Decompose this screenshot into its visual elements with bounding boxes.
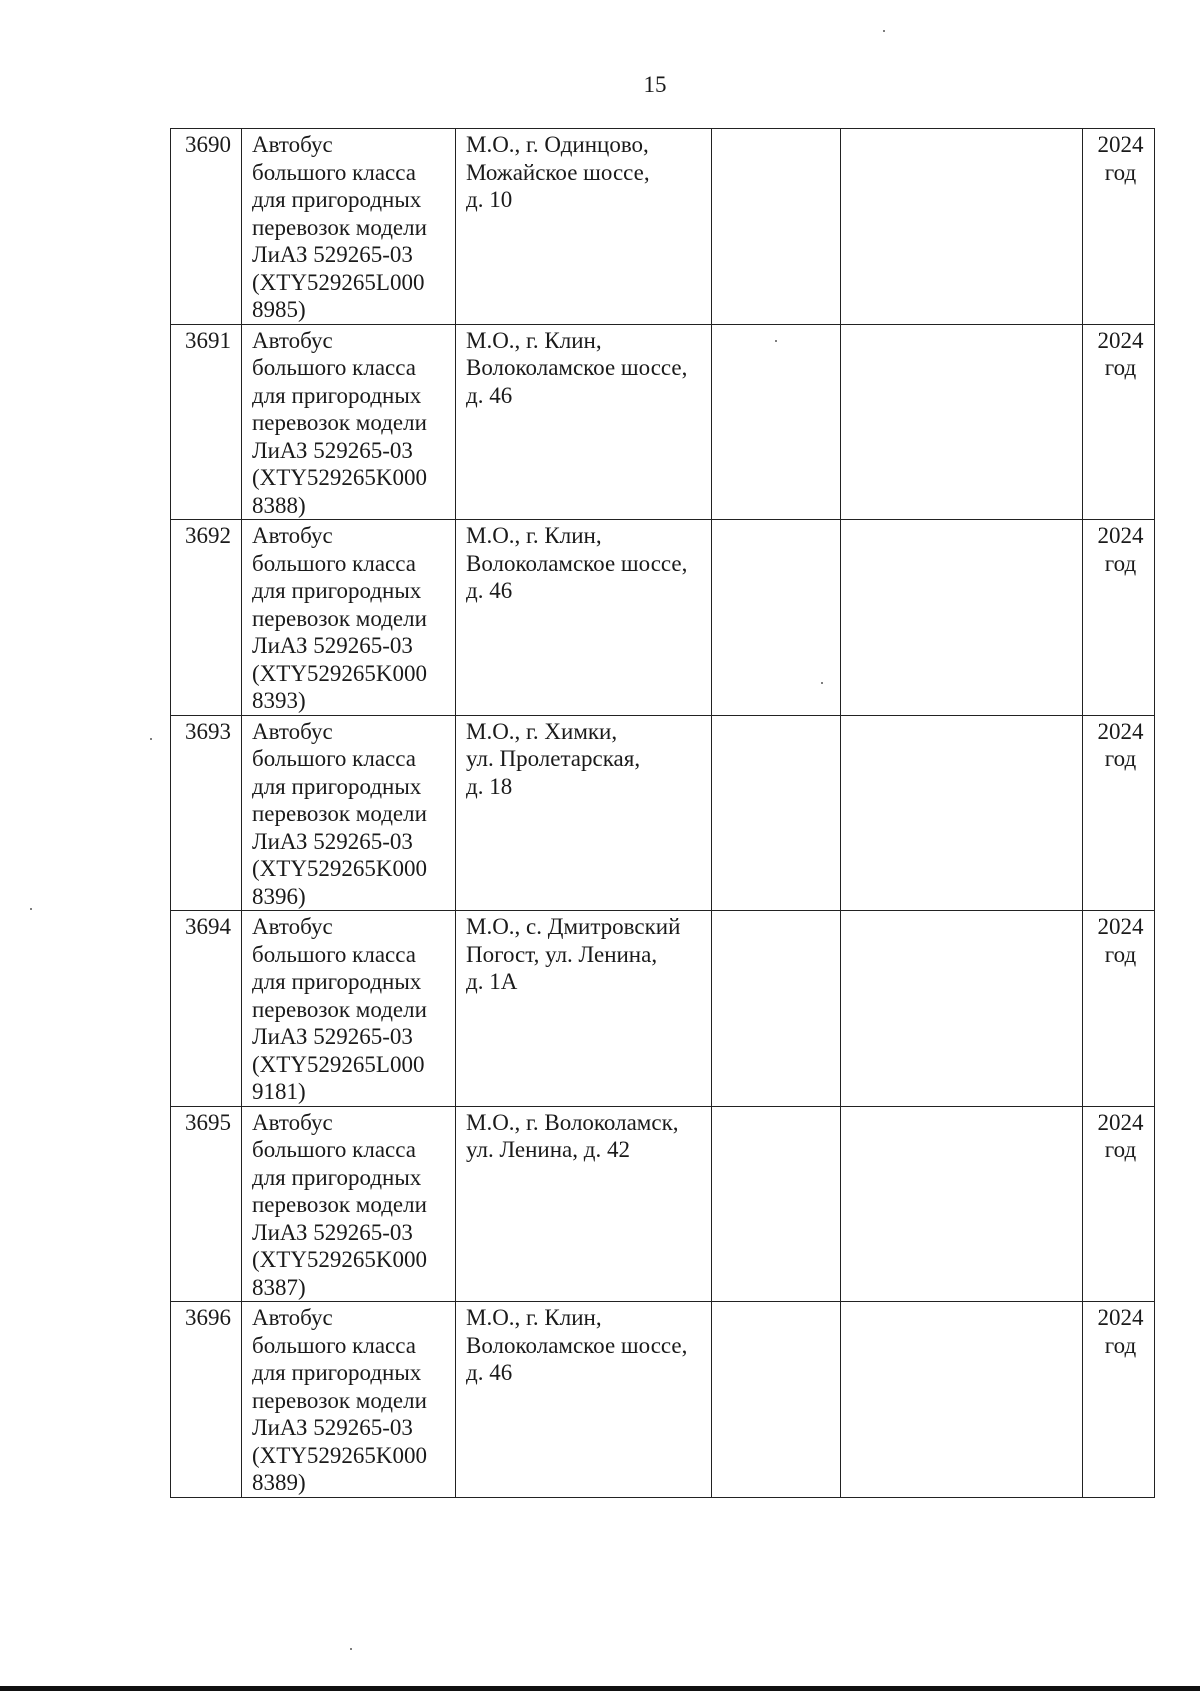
empty-cell-5 — [841, 129, 1083, 325]
year-line: 2024 — [1097, 914, 1144, 939]
row-number: 3695 — [171, 1106, 242, 1302]
vehicle-line: 8389) — [252, 1470, 306, 1495]
vehicle-line: перевозок модели — [252, 1387, 427, 1413]
address — [456, 1106, 712, 1302]
vehicle-line: Автобус — [252, 1109, 333, 1135]
empty-cell-5 — [841, 520, 1083, 716]
vehicle-description — [242, 1302, 456, 1498]
address-line: д. 18 — [466, 773, 513, 799]
row-number: 3696 — [171, 1302, 242, 1498]
year-line: год — [1104, 1137, 1137, 1162]
year-line: год — [1104, 355, 1137, 380]
empty-cell-4 — [712, 1302, 841, 1498]
vehicle-line: 8393) — [252, 688, 306, 713]
address-line: М.О., г. Клин, — [466, 1305, 602, 1330]
year — [1083, 324, 1155, 520]
table-row — [171, 911, 1155, 1107]
year-line: год — [1104, 941, 1137, 967]
vehicle-line: перевозок модели — [252, 214, 427, 240]
vehicle-line: Автобус — [252, 132, 333, 157]
vehicle-line: (XTY529265L000 — [252, 1051, 425, 1077]
year-line: 2024 — [1097, 327, 1144, 353]
vehicle-description — [242, 324, 456, 520]
table-body — [171, 129, 1155, 1498]
address-line: ул. Пролетарская, — [466, 746, 641, 771]
vehicle-line: Автобус — [252, 327, 333, 353]
vehicle-line: Автобус — [252, 914, 333, 939]
scan-speck — [30, 908, 32, 910]
empty-cell-5 — [841, 1302, 1083, 1498]
address-line: Можайское шоссе, — [466, 159, 650, 185]
vehicle-line: ЛиАЗ 529265-03 — [252, 633, 413, 658]
vehicle-line: ЛиАЗ 529265-03 — [252, 828, 413, 854]
vehicle-line: ЛиАЗ 529265-03 — [252, 1219, 413, 1245]
address-line: Погост, ул. Ленина, — [466, 941, 658, 967]
vehicle-line: для пригородных — [252, 1164, 422, 1190]
address-line: д. 46 — [466, 578, 513, 603]
vehicle-line: ЛиАЗ 529265-03 — [252, 1024, 413, 1049]
address — [456, 520, 712, 716]
table-row — [171, 1302, 1155, 1498]
row-number: 3691 — [171, 324, 242, 520]
table-row — [171, 520, 1155, 716]
scan-speck — [883, 30, 885, 32]
vehicle-line: для пригородных — [252, 1360, 422, 1385]
empty-cell-5 — [841, 911, 1083, 1107]
year — [1083, 911, 1155, 1107]
vehicle-line: 8396) — [252, 883, 306, 909]
vehicle-line: большого класса — [252, 550, 416, 576]
vehicle-description — [242, 129, 456, 325]
empty-cell-5 — [841, 1106, 1083, 1302]
vehicle-line: ЛиАЗ 529265-03 — [252, 437, 413, 463]
table-row — [171, 129, 1155, 325]
address — [456, 715, 712, 911]
vehicle-line: большого класса — [252, 941, 416, 967]
scan-speck — [350, 1648, 352, 1650]
address-line: д. 46 — [466, 382, 513, 408]
row-number: 3693 — [171, 715, 242, 911]
year-line: 2024 — [1097, 1109, 1144, 1135]
vehicle-line: Автобус — [252, 1305, 333, 1330]
scan-edge-bar — [0, 1686, 1200, 1691]
table-row — [171, 715, 1155, 911]
vehicle-line: ЛиАЗ 529265-03 — [252, 1415, 413, 1440]
vehicle-line: перевозок модели — [252, 1192, 427, 1217]
year — [1083, 715, 1155, 911]
address-line: Волоколамское шоссе, — [466, 1332, 688, 1358]
registry-table — [170, 128, 1155, 1498]
address-line: М.О., г. Клин, — [466, 523, 602, 548]
address-line: М.О., г. Одинцово, — [466, 132, 649, 157]
vehicle-line: перевозок модели — [252, 410, 427, 435]
address-line: д. 1А — [466, 969, 518, 994]
empty-cell-4 — [712, 1106, 841, 1302]
vehicle-line: 8387) — [252, 1274, 306, 1300]
empty-cell-4 — [712, 324, 841, 520]
empty-cell-5 — [841, 324, 1083, 520]
vehicle-description — [242, 520, 456, 716]
vehicle-line: (XTY529265L000 — [252, 269, 425, 295]
address — [456, 129, 712, 325]
year-line: год — [1104, 1332, 1137, 1358]
address-line: Волоколамское шоссе, — [466, 550, 688, 576]
address-line: Волоколамское шоссе, — [466, 355, 688, 380]
address-line: М.О., с. Дмитровский — [466, 914, 681, 939]
address-line: М.О., г. Клин, — [466, 327, 602, 353]
address — [456, 1302, 712, 1498]
year-line: 2024 — [1097, 1305, 1144, 1330]
empty-cell-4 — [712, 911, 841, 1107]
year-line: 2024 — [1097, 718, 1144, 744]
vehicle-line: для пригородных — [252, 382, 422, 408]
vehicle-line: большого класса — [252, 746, 416, 771]
year-line: 2024 — [1097, 132, 1144, 157]
year — [1083, 1106, 1155, 1302]
address-line: ул. Ленина, д. 42 — [466, 1137, 630, 1162]
row-number: 3694 — [171, 911, 242, 1107]
vehicle-line: для пригородных — [252, 578, 422, 603]
scan-speck — [821, 682, 823, 684]
year-line: 2024 — [1097, 523, 1144, 548]
empty-cell-4 — [712, 129, 841, 325]
address — [456, 911, 712, 1107]
empty-cell-4 — [712, 520, 841, 716]
vehicle-line: ЛиАЗ 529265-03 — [252, 242, 413, 267]
vehicle-line: для пригородных — [252, 187, 422, 212]
vehicle-line: для пригородных — [252, 773, 422, 799]
vehicle-description — [242, 1106, 456, 1302]
vehicle-line: большого класса — [252, 1332, 416, 1358]
vehicle-line: 8388) — [252, 492, 306, 518]
vehicle-line: 8985) — [252, 297, 306, 322]
address-line: М.О., г. Химки, — [466, 718, 618, 744]
vehicle-line: для пригородных — [252, 969, 422, 994]
vehicle-line: (XTY529265K000 — [252, 465, 428, 490]
vehicle-line: 9181) — [252, 1079, 306, 1104]
vehicle-line: (XTY529265K000 — [252, 856, 428, 881]
year — [1083, 129, 1155, 325]
vehicle-line: Автобус — [252, 718, 333, 744]
table-row — [171, 1106, 1155, 1302]
vehicle-line: большого класса — [252, 1137, 416, 1162]
year — [1083, 1302, 1155, 1498]
table-row — [171, 324, 1155, 520]
year — [1083, 520, 1155, 716]
row-number: 3690 — [171, 129, 242, 325]
empty-cell-5 — [841, 715, 1083, 911]
scan-speck — [150, 738, 152, 740]
vehicle-line: перевозок модели — [252, 605, 427, 631]
year-line: год — [1104, 746, 1137, 771]
vehicle-line: перевозок модели — [252, 801, 427, 826]
vehicle-line: большого класса — [252, 159, 416, 185]
address — [456, 324, 712, 520]
vehicle-line: (XTY529265K000 — [252, 1247, 428, 1272]
vehicle-line: Автобус — [252, 523, 333, 548]
vehicle-line: (XTY529265K000 — [252, 660, 428, 686]
address-line: д. 10 — [466, 187, 513, 212]
scan-speck — [775, 340, 777, 342]
page-number: 15 — [643, 72, 667, 97]
vehicle-description — [242, 911, 456, 1107]
year-line: год — [1104, 159, 1137, 185]
vehicle-line: перевозок модели — [252, 996, 427, 1022]
row-number: 3692 — [171, 520, 242, 716]
address-line: М.О., г. Волоколамск, — [466, 1109, 679, 1135]
year-line: год — [1104, 550, 1137, 576]
empty-cell-4 — [712, 715, 841, 911]
vehicle-line: (XTY529265K000 — [252, 1442, 428, 1468]
vehicle-line: большого класса — [252, 355, 416, 380]
address-line: д. 46 — [466, 1360, 513, 1385]
vehicle-description — [242, 715, 456, 911]
